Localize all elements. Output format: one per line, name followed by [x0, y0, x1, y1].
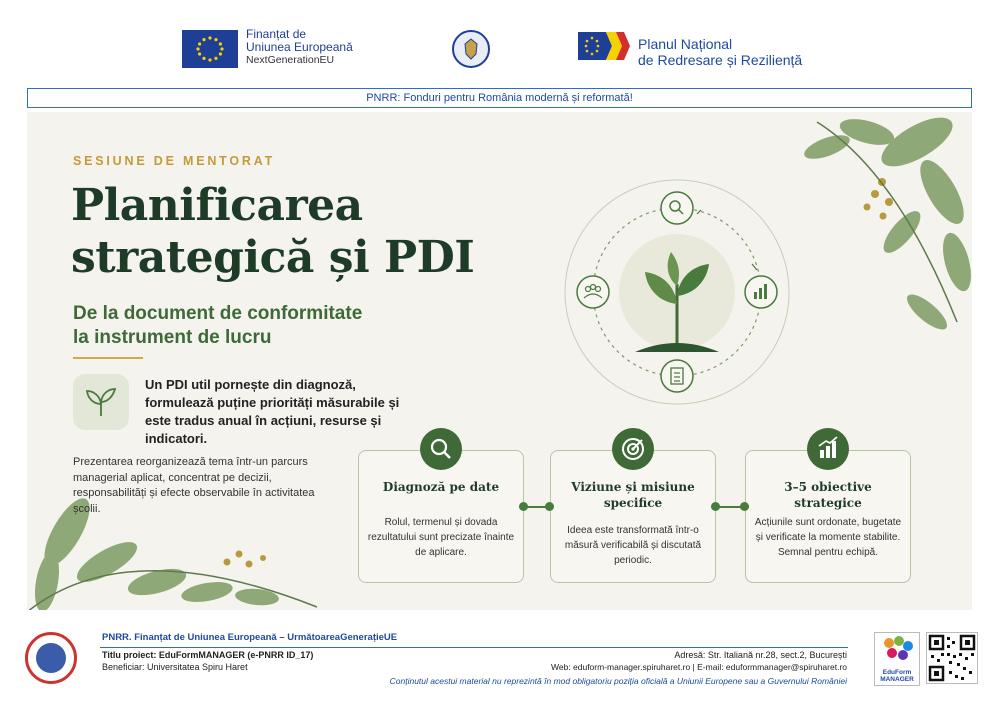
pnrr-title-text: [638, 36, 802, 68]
search-icon: [420, 428, 462, 470]
footer-address: Adresă: Str. Italiană nr.28, sect.2, București: [674, 650, 847, 660]
subtitle-line-2: la instrument de lucru: [73, 327, 272, 348]
title-line-1: Planificarea: [71, 180, 363, 231]
connector-dot: [711, 502, 720, 511]
eduform-manager-logo: [874, 632, 920, 686]
footer: [0, 612, 1000, 707]
poster-panel: [27, 112, 972, 610]
footer-disclaimer: Conținutul acestui material nu reprezintă în mod obligatoriu poziția oficială a Uniunii Europene sau a Guvernului României: [389, 676, 847, 686]
cycle-people-icon: [577, 276, 609, 308]
footer-web-email: Web: eduform-manager.spiruharet.ro | E-mail: eduformmanager@spiruharet.ro: [550, 662, 847, 672]
pnrr-logo-icon: [578, 30, 632, 62]
eduform-label: [875, 669, 919, 683]
footer-beneficiary: Beneficiar: Universitatea Spiru Haret: [102, 662, 248, 672]
eduform-dots-icon: [875, 633, 921, 665]
card-diagnosis-title: Diagnoză pe date: [382, 480, 500, 494]
card-diagnosis-text: Rolul, termenul și dovada rezultatului sunt precizate înainte de aplicare.: [367, 517, 515, 558]
top-logo-bar: [0, 0, 1000, 84]
footer-divider: [100, 647, 848, 648]
gold-divider: [73, 357, 143, 359]
footer-project-title: Titlu proiect: EduFormMANAGER (e-PNRR ID_17): [102, 650, 314, 660]
pnrr-line-1: Planul Național: [638, 36, 733, 52]
card-vision-text: Ideea este transformată într-o măsură verificabilă și discutată periodic.: [564, 525, 702, 566]
eu-line-2: Uniunea Europeană: [246, 40, 353, 54]
card-vision-title: Viziune și misiune specifice: [571, 480, 695, 510]
eu-flag-icon: [182, 30, 238, 68]
body-paragraph: Prezentarea reorganizează tema într-un parcurs managerial aplicat, concentrat pe decizii, responsabilități și efecte observabile în activitatea școlii.: [73, 456, 315, 515]
pnrr-banner: PNRR: Fonduri pentru România modernă și reformată!: [27, 88, 972, 108]
eduform-label-2: MANAGER: [880, 676, 914, 683]
qr-code-icon[interactable]: [926, 632, 978, 684]
eu-line-3: NextGenerationEU: [246, 54, 335, 66]
poster-title: [71, 180, 474, 284]
cycle-checklist-icon: [661, 360, 693, 392]
session-eyebrow: SESIUNE DE MENTORAT: [73, 154, 276, 168]
card-objectives-title: 3–5 obiective strategice: [784, 480, 872, 510]
romanian-government-crest-icon: [452, 30, 490, 68]
bar-chart-icon: [807, 428, 849, 470]
cycle-search-icon: [661, 192, 693, 224]
university-seal-icon: [25, 632, 77, 684]
lead-paragraph: Un PDI util pornește din diagnoză, formulează puține priorități măsurabile și este tradus anual în acțiuni, resurse și indicatori.: [145, 377, 400, 446]
growth-cycle-diagram: [547, 174, 807, 414]
connector-dot: [740, 502, 749, 511]
connector-dot: [519, 502, 528, 511]
footer-heading: PNRR. Finanțat de Uniunea Europeană – UrmătoareaGenerațieUE: [102, 632, 398, 643]
connector-dot: [545, 502, 554, 511]
sprout-badge-icon: [73, 374, 129, 430]
eu-funding-text: [246, 28, 353, 67]
card-objectives-text: Acțiunile sunt ordonate, bugetate și verificate la momente stabilite. Semnal pentru echipă.: [754, 517, 902, 558]
eduform-label-1: EduForm: [882, 669, 912, 676]
title-line-2: strategică și PDI: [71, 232, 475, 283]
cycle-chart-icon: [745, 276, 777, 308]
pnrr-line-2: de Redresare și Reziliență: [638, 52, 803, 68]
eu-line-1: Finanțat de: [246, 27, 307, 41]
poster-subtitle: [73, 302, 362, 350]
target-icon: [612, 428, 654, 470]
subtitle-line-1: De la document de conformitate: [73, 303, 363, 324]
